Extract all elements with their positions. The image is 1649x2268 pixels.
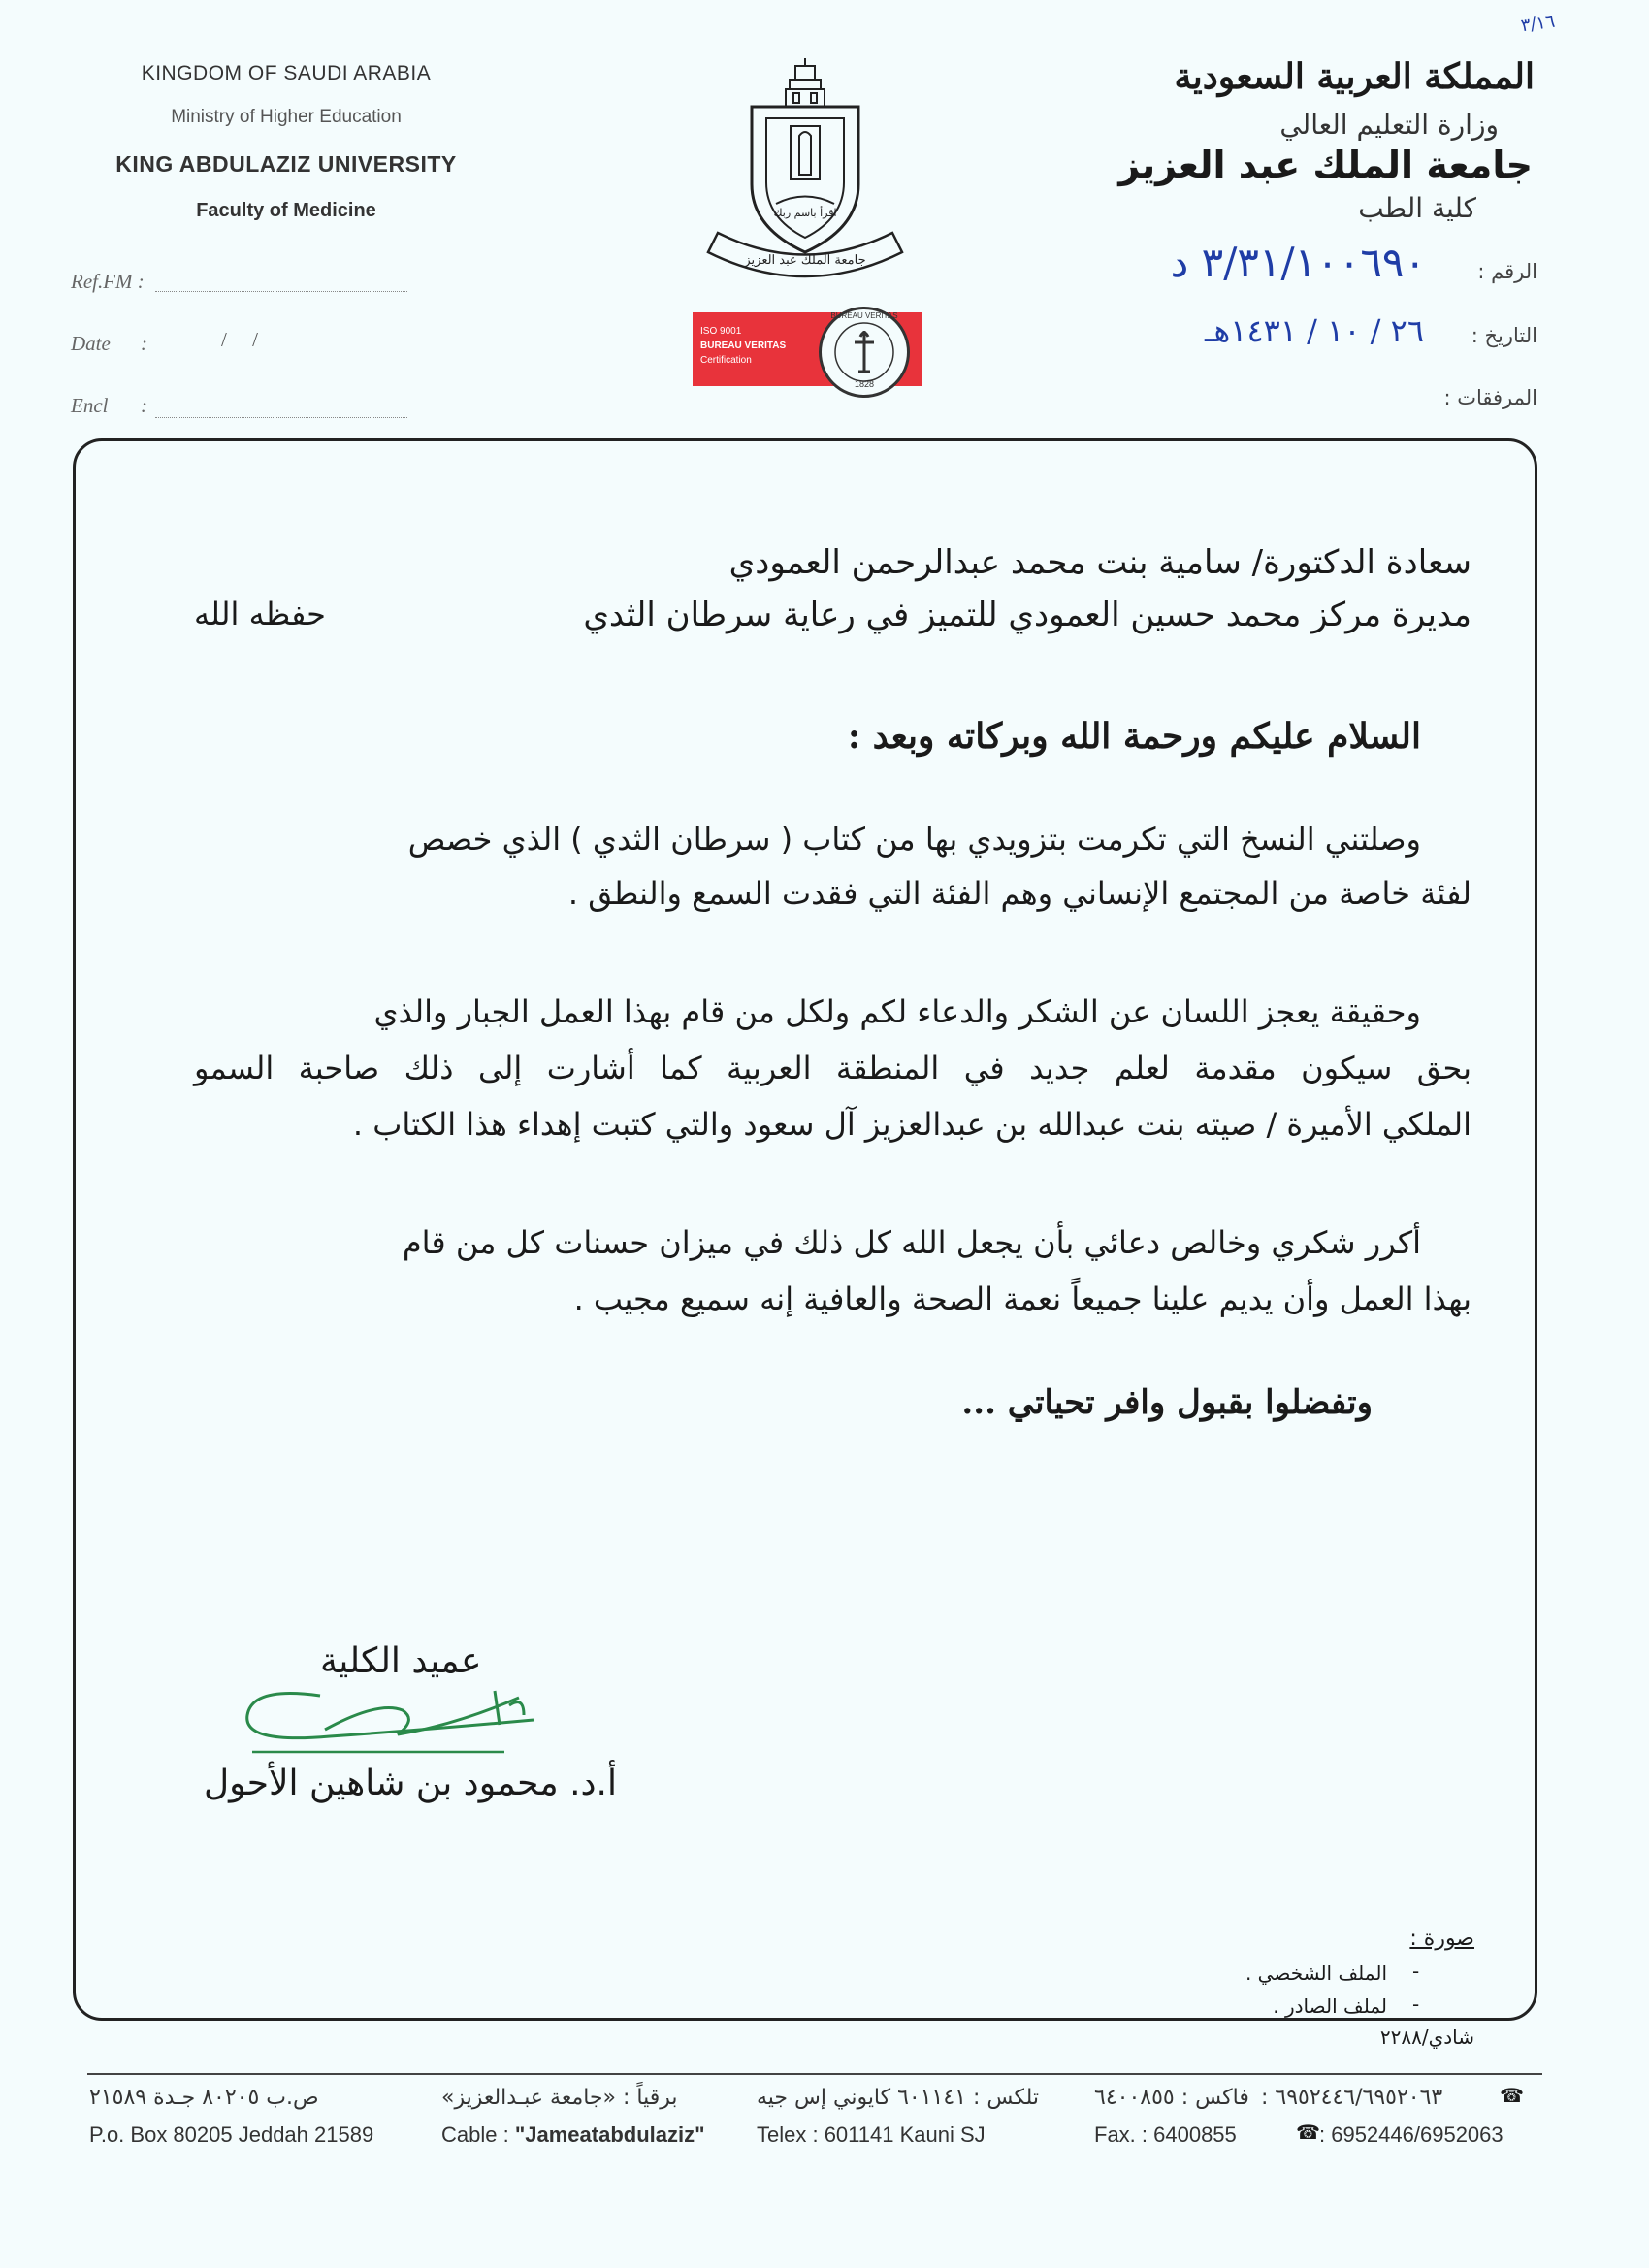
- cc-label: صورة :: [1409, 1927, 1474, 1951]
- ref-label-en: Ref.FM :: [71, 270, 145, 293]
- cert-sub: Certification: [700, 355, 752, 366]
- footer-phone-ar: ٦٩٥٢٤٤٦/٦٩٥٢٠٦٣ :: [1261, 2086, 1443, 2110]
- paragraph-3-line-1: أكرر شكري وخالص دعائي بأن يجعل الله كل ذلك في ميزان حسنات كل من قام: [402, 1224, 1421, 1261]
- footer-fax-ar: فاكس : ٦٤٠٠٨٥٥: [1094, 2086, 1249, 2110]
- ref-number-handwritten: ٣/٣١/١٠٠٦٩٠ د: [1170, 239, 1426, 286]
- english-faculty: Faculty of Medicine: [196, 200, 376, 221]
- footer-pobox-ar: ص.ب ٨٠٢٠٥ جـدة ٢١٥٨٩: [89, 2086, 319, 2110]
- footer-telex-en: Telex : 601141 Kauni SJ: [757, 2122, 986, 2147]
- footer-fax-en: Fax. : 6400855: [1094, 2122, 1237, 2147]
- honorific-blessing: حفظه الله: [194, 596, 326, 632]
- english-ministry: Ministry of Higher Education: [171, 107, 402, 127]
- signature-scribble-icon: [233, 1676, 563, 1764]
- encl-label-en: Encl: [71, 394, 109, 417]
- encl-label-ar: المرفقات :: [1443, 386, 1537, 409]
- footer-phone-en: : 6952446/6952063: [1319, 2122, 1504, 2147]
- paragraph-1-line-1: وصلتني النسخ التي تكرمت بتزويدي بها من كتاب ( سرطان الثدي ) الذي خصص: [407, 821, 1421, 858]
- bureau-veritas-seal-icon: [819, 307, 910, 398]
- signature-title: عميد الكلية: [320, 1641, 482, 1681]
- date-label-en: Date: [71, 332, 111, 355]
- phone-icon-ar: ☎: [1500, 2084, 1524, 2107]
- logo-ribbon-text: جامعة الملك عبد العزيز: [744, 253, 866, 268]
- english-university: KING ABDULAZIZ UNIVERSITY: [115, 151, 457, 177]
- footer-cable-label: Cable :: [441, 2122, 515, 2147]
- arabic-university: جامعة الملك عبد العزيز: [1118, 144, 1533, 186]
- ref-dotted-line: [155, 291, 407, 292]
- university-logo: [698, 58, 912, 301]
- cc-dash-1: -: [1412, 1960, 1420, 1983]
- date-separator-en: :: [141, 332, 147, 355]
- addressee-line-1: سعادة الدكتورة/ سامية بنت محمد عبدالرحمن العمودي: [728, 543, 1471, 582]
- seal-year: 1828: [854, 379, 875, 389]
- addressee-line-2: مديرة مركز محمد حسين العمودي للتميز في رعاية سرطان الثدي: [583, 596, 1471, 634]
- handwritten-signature: [233, 1676, 563, 1764]
- phone-icon-en: ☎: [1296, 2121, 1320, 2144]
- footer-cable-ar: برقياً : «جامعة عبـدالعزيز»: [441, 2086, 678, 2110]
- encl-separator-en: :: [141, 394, 147, 417]
- date-slashes-en: / /: [221, 328, 258, 351]
- footer-cable-en: [441, 2122, 705, 2148]
- seal-ring-text: BUREAU VERITAS: [830, 311, 898, 320]
- cc-item-2: لملف الصادر .: [1273, 1994, 1387, 2018]
- university-emblem-icon: [698, 58, 912, 301]
- paragraph-1-line-2: لفئة خاصة من المجتمع الإنساني وهم الفئة التي فقدت السمع والنطق .: [567, 875, 1471, 912]
- cc-dash-2: -: [1412, 1993, 1420, 2016]
- cc-ref: شادي/٢٢٨٨: [1379, 2025, 1474, 2049]
- footer-pobox-en: P.o. Box 80205 Jeddah 21589: [89, 2122, 374, 2147]
- paragraph-2-line-3: الملكي الأميرة / صيته بنت عبدالله بن عبدالعزيز آل سعود والتي كتبت إهداء هذا الكتاب .: [352, 1106, 1471, 1143]
- iso-certification-badge: [693, 311, 922, 389]
- signatory-name: أ.د. محمود بن شاهين الأحول: [204, 1764, 618, 1803]
- greeting: السلام عليكم ورحمة الله وبركاته وبعد :: [847, 716, 1421, 757]
- footer-cable-value: "Jameatabdulaziz": [514, 2122, 705, 2147]
- logo-motto: اقرأ باسم ربك: [773, 207, 837, 219]
- ref-label-ar: الرقم :: [1477, 260, 1537, 283]
- corner-note-text: ٣/١٦: [1519, 11, 1557, 37]
- paragraph-2-line-1: وحقيقة يعجز اللسان عن الشكر والدعاء لكم ولكل من قام بهذا العمل الجبار والذي: [373, 993, 1421, 1030]
- arabic-kingdom: المملكة العربية السعودية: [1174, 56, 1535, 97]
- cert-iso: ISO 9001: [700, 326, 742, 337]
- paragraph-2-line-2: بحق سيكون مقدمة لعلم جديد في المنطقة العربية كما أشارت إلى ذلك صاحبة السمو: [194, 1050, 1471, 1086]
- date-label-ar: التاريخ :: [1471, 324, 1537, 347]
- corner-handwritten-note: [1520, 12, 1557, 37]
- cc-item-1: الملف الشخصي .: [1245, 1961, 1387, 1985]
- english-kingdom: KINGDOM OF SAUDI ARABIA: [141, 62, 432, 84]
- date-handwritten: ٢٦ / ١٠ / ١٤٣١هـ: [1205, 312, 1424, 349]
- paragraph-3-line-2: بهذا العمل وأن يديم علينا جميعاً نعمة الصحة والعافية إنه سميع مجيب .: [573, 1280, 1471, 1317]
- closing-phrase: وتفضلوا بقبول وافر تحياتي ...: [961, 1383, 1373, 1422]
- footer-telex-ar: تلكس : ٦٠١١٤١ كايوني إس جيه: [757, 2086, 1040, 2110]
- arabic-ministry: وزارة التعليم العالي: [1279, 109, 1499, 141]
- encl-dotted-line: [155, 417, 407, 418]
- footer-divider: [87, 2073, 1542, 2075]
- cert-name: BUREAU VERITAS: [700, 340, 787, 351]
- arabic-faculty: كلية الطب: [1358, 192, 1476, 224]
